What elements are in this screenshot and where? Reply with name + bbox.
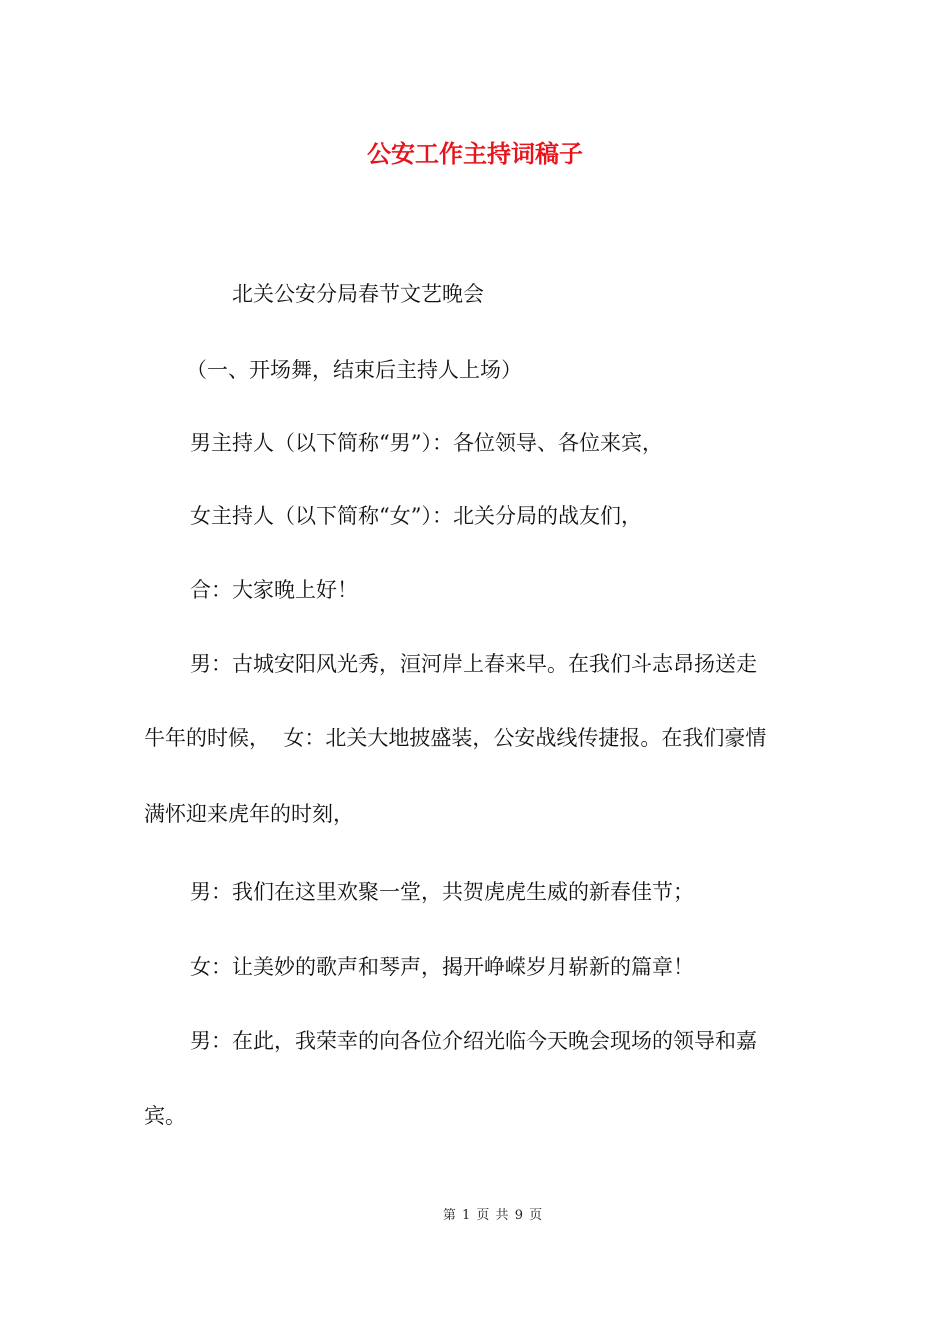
paragraph-male-line-1: 男：古城安阳风光秀，洹河岸上春来早。在我们斗志昂扬送走 (190, 652, 757, 676)
paragraph-male-line-1-cont: 牛年的时候， 女：北关大地披盛装，公安战线传捷报。在我们豪情 (144, 726, 767, 750)
paragraph-together: 合：大家晚上好！ (190, 578, 358, 602)
paragraph-male-line-3: 男：在此，我荣幸的向各位介绍光临今天晚会现场的领导和嘉 (190, 1029, 757, 1053)
body-text (144, 256, 810, 1155)
paragraph-female-line-2: 女：让美妙的歌声和琴声，揭开峥嵘岁月崭新的篇章！ (190, 955, 694, 979)
paragraph-event-name: 北关公安分局春节文艺晚会 (232, 282, 484, 306)
paragraph-female-host-intro: 女主持人（以下简称“女”）：北关分局的战友们， (190, 504, 642, 528)
paragraph-stage-direction: （一、开场舞，结束后主持人上场） (186, 358, 522, 382)
document-title: 公安工作主持词稿子 (367, 139, 583, 168)
paragraph-male-line-3-cont: 宾。 (144, 1104, 186, 1128)
paragraph-male-host-intro: 男主持人（以下简称“男”）：各位领导、各位来宾， (190, 431, 663, 455)
page-footer: 第 1 页 共 9 页 (442, 1208, 544, 1223)
paragraph-male-line-2: 男：我们在这里欢聚一堂，共贺虎虎生威的新春佳节； (190, 880, 694, 904)
paragraph-female-line-1-cont: 满怀迎来虎年的时刻， (144, 802, 354, 826)
